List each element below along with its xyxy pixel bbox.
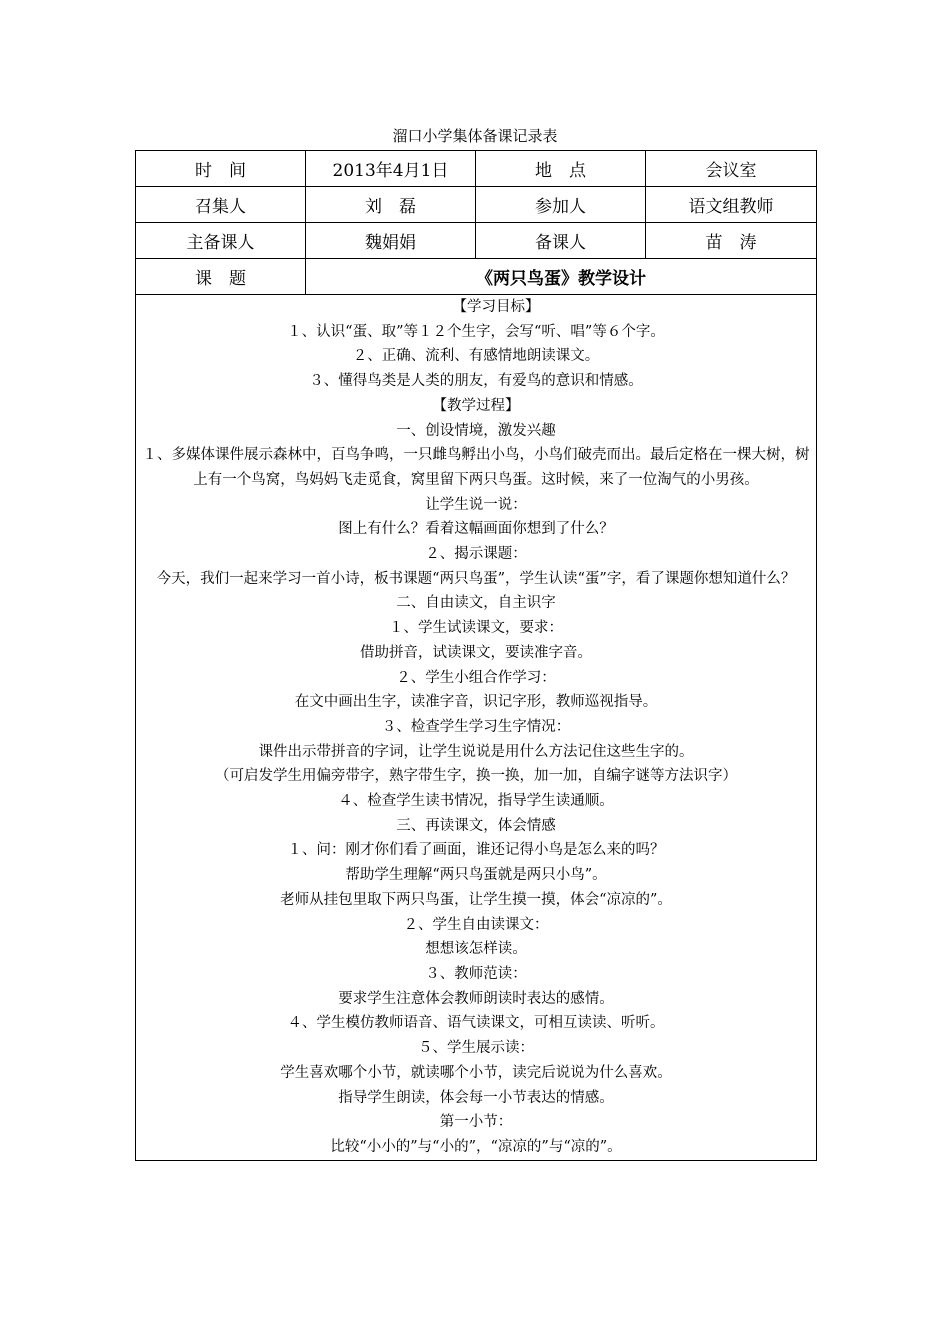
- topic-title: 《两只鸟蛋》教学设计: [306, 259, 817, 295]
- convener-label: 召集人: [136, 187, 306, 223]
- content-line: １、问：刚才你们看了画面，谁还记得小鸟是怎么来的吗？: [287, 842, 665, 859]
- content-line: ５、学生展示读：: [418, 1040, 534, 1057]
- convener-value: 刘 磊: [306, 187, 476, 223]
- content-line: ３、教师范读：: [425, 965, 527, 982]
- content-line: １、认识“蛋、取”等１２个生字，会写“听、唱”等６个字。: [287, 323, 665, 340]
- content-line: ３、懂得鸟类是人类的朋友，有爱鸟的意识和情感。: [309, 373, 643, 390]
- document-title: 溜口小学集体备课记录表: [392, 127, 558, 145]
- content-paragraph: 今天，我们一起来学习一首小诗，板书课题“两只鸟蛋”，学生认读“蛋”字，看了课题你想知道什么？: [156, 570, 796, 587]
- content-line: 比较“小小的”与“小的”，“凉凉的”与“凉的”。: [330, 1138, 622, 1155]
- content-line: 二、自由读文，自主识字: [396, 595, 556, 612]
- content-line: 三、再读课文，体会情感: [396, 817, 556, 834]
- preparer-value: 苗 涛: [646, 223, 817, 259]
- main-preparer-label: 主备课人: [136, 223, 306, 259]
- participants-value: 语文组教师: [646, 187, 817, 223]
- content-line: 一、创设情境，激发兴趣: [396, 422, 556, 439]
- content-line: 帮助学生理解“两只鸟蛋就是两只小鸟”。: [345, 867, 607, 884]
- content-line: 让学生说一说：: [425, 496, 527, 513]
- content-line: ２、学生小组合作学习：: [396, 669, 556, 686]
- preparer-label: 备课人: [476, 223, 646, 259]
- content-line: ２、揭示课题：: [425, 546, 527, 563]
- content-line: 借助拼音，试读课文，要读准字音。: [360, 644, 592, 661]
- content-line: 课件出示带拼音的字词，让学生说说是用什么方法记住这些生字的。: [258, 743, 694, 760]
- place-label: 地 点: [476, 151, 646, 187]
- topic-row: [136, 259, 817, 295]
- content-line: ４、检查学生读书情况，指导学生读通顺。: [338, 793, 614, 810]
- lesson-record-table: [135, 150, 817, 1161]
- content-line: ２、正确、流利、有感情地朗读课文。: [352, 348, 600, 365]
- content-paragraph: １、多媒体课件展示森林中，百鸟争鸣，一只雌鸟孵出小鸟，小鸟们破壳而出。最后定格在一棵大树，树上有一个鸟窝，鸟妈妈飞走觅食，窝里留下两只鸟蛋。这时候，来了一位淘气的小男孩。: [142, 447, 810, 488]
- participants-label: 参加人: [476, 187, 646, 223]
- content-line: 指导学生朗读，体会每一小节表达的情感。: [338, 1089, 614, 1106]
- content-line: 第一小节：: [439, 1114, 513, 1131]
- content-line: 学生喜欢哪个小节，就读哪个小节，读完后说说为什么喜欢。: [280, 1064, 672, 1081]
- main-preparer-value: 魏娟娟: [306, 223, 476, 259]
- time-label: 时 间: [136, 151, 306, 187]
- preparer-row: [136, 223, 817, 259]
- content-row: [136, 295, 817, 1161]
- time-place-row: [136, 151, 817, 187]
- place-value: 会议室: [646, 151, 817, 187]
- time-value: 2013年4月1日: [306, 151, 476, 187]
- content-line: ２、学生自由读课文：: [403, 916, 549, 933]
- content-line: １、学生试读课文，要求：: [389, 620, 563, 637]
- lesson-content: [136, 295, 817, 1161]
- content-line: 在文中画出生字，读准字音，识记字形，教师巡视指导。: [294, 694, 658, 711]
- convener-row: [136, 187, 817, 223]
- content-line: 想想该怎样读。: [425, 941, 527, 958]
- topic-label: 课 题: [136, 259, 306, 295]
- section-heading-process: 【教学过程】: [432, 397, 520, 414]
- content-line: ３、检查学生学习生字情况：: [381, 718, 571, 735]
- section-heading-objectives: 【学习目标】: [452, 299, 540, 315]
- content-line: ４、学生模仿教师语音、语气读课文，可相互读读、听听。: [287, 1015, 665, 1032]
- content-line: （可启发学生用偏旁带字，熟字带生字，换一换，加一加，自编字谜等方法识字）: [215, 768, 737, 785]
- content-line: 图上有什么？看着这幅画面你想到了什么？: [338, 521, 614, 538]
- content-line: 老师从挂包里取下两只鸟蛋，让学生摸一摸，体会“凉凉的”。: [280, 891, 672, 908]
- content-line: 要求学生注意体会教师朗读时表达的感情。: [338, 990, 614, 1007]
